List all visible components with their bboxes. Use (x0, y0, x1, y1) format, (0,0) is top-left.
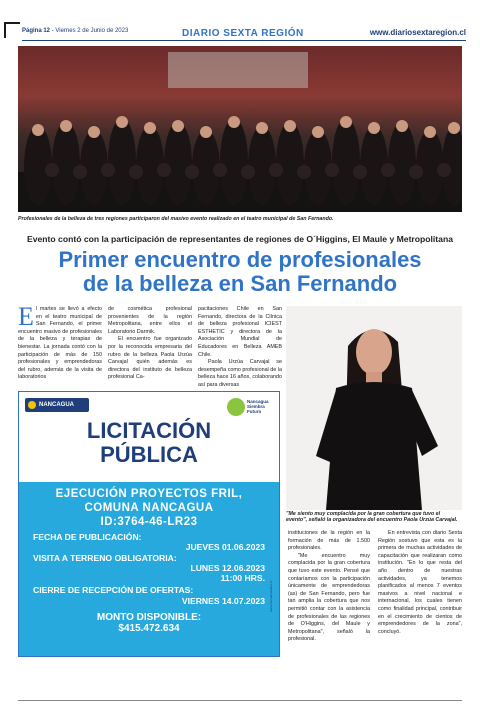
column-3-p1: pacitaciones Chile en San Fernando, directora de la Clínica de belleza profesional ICIEST ESTHETIC y directora de la Asociación Mundial de Educadores en Belleza AMEB Chile. (198, 306, 282, 358)
ad-side-url: www.mercadopublico.cl (269, 580, 273, 612)
portrait-illustration (286, 306, 462, 510)
event-photo (18, 46, 462, 212)
column-4-p2: "Me encuentro muy complacida por la gran cobertura que tuvo este evento. Pensé que contaríamos con la participación únicamente de emprendedoras (as) de San Fernando, pero fue tan amplia la cobertura que nos permitió contar con la asistencia de profesionales de las regiones de O'Higgins, del Maule y Metropolitana", señaló la profesional. (288, 552, 370, 643)
publication-value: JUEVES 01.06.2023 (185, 542, 265, 552)
crowd-illustration (18, 106, 462, 212)
ad-title-2: PÚBLICA (100, 442, 198, 467)
visit-label: VISITA A TERRENO OBLIGATORIA: (33, 553, 177, 563)
column-2-p1: de cosmética profesional provenientes de la región Metropolitana, entre ellos el Laboratorio Darmik. (108, 306, 192, 335)
column-3-p2: Paola Urzúa Carvajal se desempeña como profesional de la belleza hace 16 años, colaborando así para diversas (198, 359, 282, 388)
corner-mark (4, 22, 20, 38)
page-number: Página 12 (22, 28, 51, 34)
close-value: VIERNES 14.07.2023 (181, 596, 265, 606)
page-date (22, 28, 128, 34)
stage-screen (168, 52, 308, 88)
visit-date: LUNES 12.06.2023 (190, 563, 265, 573)
amount-label: MONTO DISPONIBLE: (96, 612, 202, 623)
public-tender-ad[interactable] (18, 391, 280, 657)
column-3 (198, 306, 282, 390)
ad-title-1: LICITACIÓN (86, 418, 212, 443)
column-1 (18, 302, 102, 382)
headline (0, 248, 480, 296)
amount-value: $415.472.634 (118, 623, 180, 634)
headline-line-1: Primer encuentro de profesionales (58, 247, 422, 272)
portrait-photo (286, 306, 462, 510)
municipality-logo: NANCAGUA (25, 398, 89, 412)
sun-icon (227, 398, 245, 416)
column-1-text: l martes se llevó a efecto en el teatro municipal de San Fernando, el primer encuentro masivo de profesionales de la belleza y terapias de bienestar. La jornada contó con la participación de más de 150 profesionales y emprendedoras del rubro, además de la visita de laboratorios (18, 306, 102, 381)
project-line-1: EJECUCIÓN PROYECTOS FRIL, (55, 488, 243, 500)
dropcap: E (18, 302, 34, 331)
campaign-badge (227, 396, 273, 418)
column-5-p1: En entrevista con diario Sexta Región sostuvo que esta es la primera de muchas actividades de capacitación que realizaran como institución. "En lo que resta del año dentro de nuestras actividades, ya tenemos planificados al menos 7 eventos masivos a nivel nacional e internacional, los cuales tienen como finalidad principal, contribuir en el crecimiento de cientos de emprendedores de la zona", concluyó. (378, 530, 462, 635)
logo-emblem-icon (28, 401, 36, 409)
date: - Viernes 2 de Junio de 2023 (50, 28, 129, 34)
publication-label: FECHA DE PUBLICACIÓN: (33, 532, 142, 542)
bottom-rule (18, 700, 462, 701)
column-4-p1: instituciones de la región en la formación de más de 1.500 profesionales. (288, 530, 370, 552)
close-label: CIERRE DE RECEPCIÓN DE OFERTAS: (33, 585, 194, 595)
photo-caption: Profesionales de la belleza de tres regiones participaron del masivo evento realizado en el teatro municipal de San Fernando. (18, 216, 334, 222)
project-id: ID:3764-46-LR23 (100, 516, 198, 528)
section-title: DIARIO SEXTA REGIÓN (182, 28, 304, 39)
column-2-p2: El encuentro fue organizado por la reconocida empresaria del rubro de la belleza Paola Urzúa Carvajal quién además es directora del instituto de belleza profesional Ca- (108, 336, 192, 381)
headline-line-2: de la belleza en San Fernando (82, 271, 398, 296)
site-url[interactable]: www.diariosextaregion.cl (369, 28, 466, 37)
kicker: Evento contó con la participación de representantes de regiones de O´Higgins, El Maule y Metropolitana (27, 234, 453, 244)
column-2 (108, 306, 192, 382)
campaign-slogan: Nancagua Siembra Futuro (247, 399, 269, 414)
visit-time: 11:00 HRS. (220, 573, 265, 583)
project-line-2: COMUNA NANCAGUA (84, 502, 214, 514)
column-4 (288, 530, 370, 644)
portrait-caption: "Me siento muy complacida por la gran cobertura que tuvo el evento", señaló la organizadora del encuentro Paola Urzúa Carvajal. (286, 511, 458, 523)
column-5 (378, 530, 462, 636)
header-rule (22, 40, 466, 41)
